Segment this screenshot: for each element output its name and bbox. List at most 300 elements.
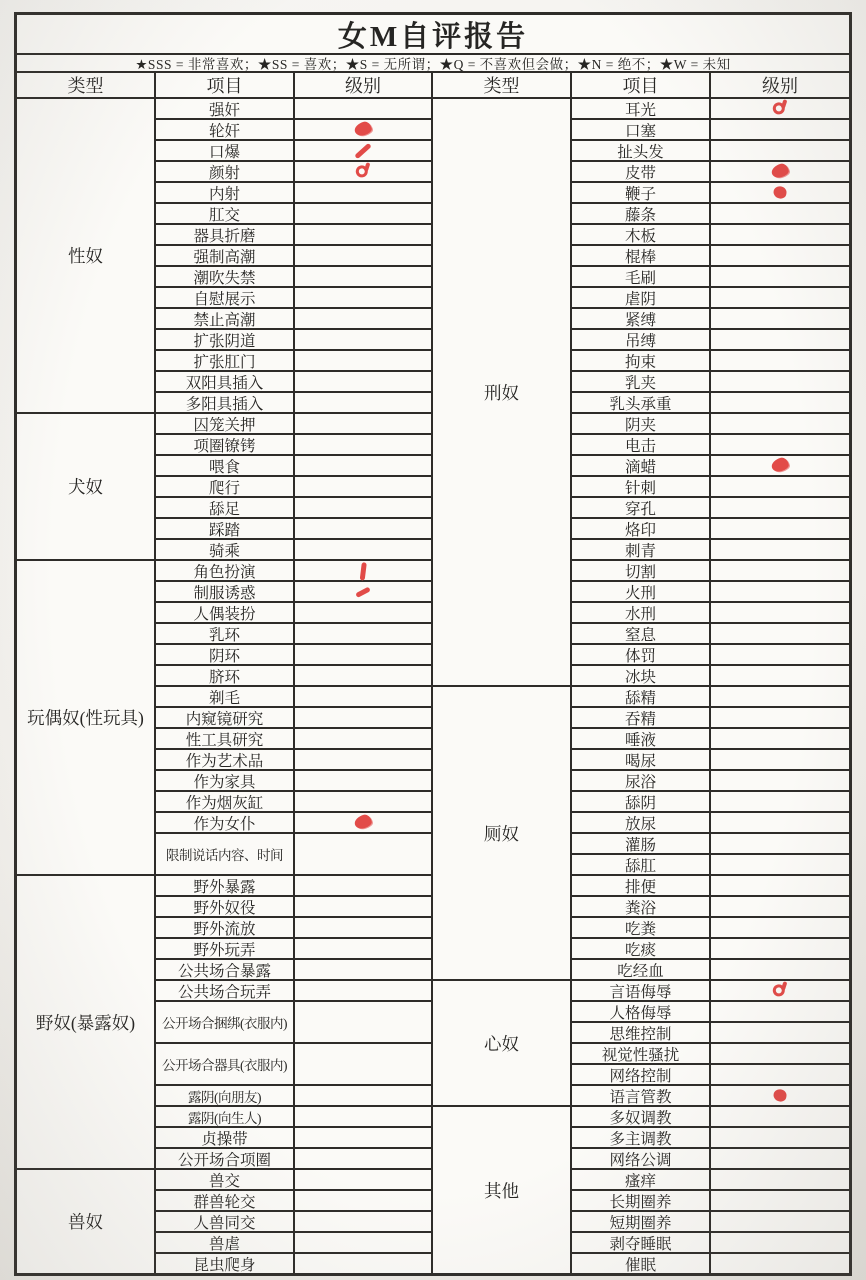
table-row [156, 435, 431, 456]
item-label: 贞操带 [156, 1128, 295, 1147]
table-row [572, 393, 849, 414]
item-label: 舔足 [156, 498, 295, 517]
table-row [156, 876, 431, 897]
table-row [156, 1128, 431, 1149]
column-header-level-right: 级别 [762, 76, 798, 96]
level-cell [711, 1086, 849, 1105]
item-label: 脐环 [156, 666, 295, 685]
item-label: 吞精 [572, 708, 711, 727]
table-row [156, 1191, 431, 1212]
item-label: 多主调教 [572, 1128, 711, 1147]
item-label: 作为家具 [156, 771, 295, 790]
item-label: 性工具研究 [156, 729, 295, 748]
table-row [156, 981, 431, 1002]
handwritten-red-mark [770, 456, 790, 473]
item-label: 强制高潮 [156, 246, 295, 265]
rating-legend: ★SSS = 非常喜欢；★SS = 喜欢；★S = 无所谓；★Q = 不喜欢但会做；★N = 绝不；★W = 未知 [17, 55, 849, 73]
item-label: 剃毛 [156, 687, 295, 706]
level-cell [711, 1254, 849, 1273]
item-label: 器具折磨 [156, 225, 295, 244]
page-title: 女M自评报告 [337, 20, 529, 53]
level-cell [295, 162, 431, 181]
level-cell [295, 729, 431, 748]
table-row [156, 750, 431, 771]
handwritten-red-mark [773, 1088, 788, 1102]
item-label: 扯头发 [572, 141, 711, 160]
table-row [572, 813, 849, 834]
level-cell [711, 309, 849, 328]
item-label: 公共场合玩弄 [156, 981, 295, 1000]
level-cell [295, 393, 431, 412]
table-row [572, 519, 849, 540]
form-sheet [14, 12, 852, 1276]
level-cell [711, 750, 849, 769]
level-cell [711, 267, 849, 286]
item-label: 虐阴 [572, 288, 711, 307]
table-row [156, 225, 431, 246]
item-label: 扩张肛门 [156, 351, 295, 370]
level-cell [711, 1170, 849, 1189]
table-row [156, 477, 431, 498]
item-label: 作为烟灰缸 [156, 792, 295, 811]
table-row [156, 1212, 431, 1233]
table-row [572, 687, 849, 708]
handwritten-red-mark [355, 586, 371, 597]
level-cell [711, 204, 849, 223]
item-label: 制服诱惑 [156, 582, 295, 601]
category-section [17, 561, 431, 876]
table-row [572, 1086, 849, 1105]
item-label: 木板 [572, 225, 711, 244]
level-cell [711, 1233, 849, 1252]
item-label: 喝尿 [572, 750, 711, 769]
item-label: 露阴(向朋友) [156, 1086, 295, 1105]
table-row [572, 1023, 849, 1044]
table-row [572, 1002, 849, 1023]
table-row [572, 330, 849, 351]
category-cell: 刑奴 [433, 99, 572, 685]
table-row [572, 540, 849, 561]
item-label: 公共场合暴露 [156, 960, 295, 979]
category-cell: 野奴(暴露奴) [17, 876, 156, 1168]
table-row [572, 750, 849, 771]
item-label: 催眠 [572, 1254, 711, 1273]
level-cell [295, 1044, 431, 1084]
table-row [156, 624, 431, 645]
item-label: 囚笼关押 [156, 414, 295, 433]
item-label: 公开场合捆绑(衣服内) [156, 1002, 295, 1042]
item-label: 自慰展示 [156, 288, 295, 307]
table-row [572, 582, 849, 603]
item-label: 排便 [572, 876, 711, 895]
table-row [572, 708, 849, 729]
item-label: 藤条 [572, 204, 711, 223]
item-label: 昆虫爬身 [156, 1254, 295, 1273]
table-row [156, 204, 431, 225]
item-label: 项圈镣铐 [156, 435, 295, 454]
table-row [156, 1044, 431, 1086]
category-cell: 犬奴 [17, 414, 156, 559]
level-cell [295, 141, 431, 160]
table-row [572, 309, 849, 330]
table-row [572, 204, 849, 225]
category-section [17, 99, 431, 414]
table-row [572, 981, 849, 1002]
table-row [156, 99, 431, 120]
table-row [572, 1254, 849, 1273]
item-label: 网络公调 [572, 1149, 711, 1168]
table-row [572, 372, 849, 393]
level-cell [295, 372, 431, 391]
item-label: 野外奴役 [156, 897, 295, 916]
item-label: 毛刷 [572, 267, 711, 286]
level-cell [295, 351, 431, 370]
level-cell [295, 918, 431, 937]
category-cell: 心奴 [433, 981, 572, 1105]
table-row [572, 246, 849, 267]
table-row [572, 624, 849, 645]
table-row [156, 918, 431, 939]
item-label: 多奴调教 [572, 1107, 711, 1126]
table-row [572, 771, 849, 792]
category-cell: 性奴 [17, 99, 156, 412]
table-row [572, 1065, 849, 1086]
table-row [572, 855, 849, 876]
table-row [156, 729, 431, 750]
level-cell [295, 204, 431, 223]
item-label: 棍棒 [572, 246, 711, 265]
item-label: 内射 [156, 183, 295, 202]
table-row [572, 288, 849, 309]
level-cell [711, 813, 849, 832]
level-cell [295, 897, 431, 916]
level-cell [295, 939, 431, 958]
level-cell [711, 351, 849, 370]
level-cell [295, 750, 431, 769]
level-cell [711, 477, 849, 496]
handwritten-red-mark [353, 813, 373, 830]
item-label: 露阴(向生人) [156, 1107, 295, 1126]
table-row [572, 141, 849, 162]
level-cell [295, 876, 431, 895]
item-label: 语言管教 [572, 1086, 711, 1105]
level-cell [711, 582, 849, 601]
table-row [572, 603, 849, 624]
table-row [572, 351, 849, 372]
level-cell [711, 288, 849, 307]
category-section [433, 99, 849, 687]
table-row [572, 435, 849, 456]
column-header-level-left: 级别 [295, 73, 433, 97]
table-row [572, 1233, 849, 1254]
item-label: 爬行 [156, 477, 295, 496]
level-cell [295, 477, 431, 496]
level-cell [295, 498, 431, 517]
item-rows [572, 99, 849, 685]
table-row [156, 1233, 431, 1254]
item-rows [156, 561, 431, 874]
column-header-item-right: 项目 [572, 73, 711, 97]
level-cell [711, 624, 849, 643]
table-row [156, 372, 431, 393]
table-row [156, 267, 431, 288]
table-row [572, 414, 849, 435]
level-cell [295, 1107, 431, 1126]
item-label: 长期圈养 [572, 1191, 711, 1210]
item-label: 乳夹 [572, 372, 711, 391]
item-label: 穿孔 [572, 498, 711, 517]
column-header-item-left: 项目 [156, 73, 295, 97]
item-label: 骑乘 [156, 540, 295, 559]
item-label: 乳头承重 [572, 393, 711, 412]
item-label: 舔精 [572, 687, 711, 706]
level-cell [295, 540, 431, 559]
item-label: 口塞 [572, 120, 711, 139]
handwritten-red-mark [353, 120, 373, 137]
item-label: 多阳具插入 [156, 393, 295, 412]
table-row [572, 1107, 849, 1128]
item-label: 吊缚 [572, 330, 711, 349]
table-row [572, 498, 849, 519]
item-label: 瘙痒 [572, 1170, 711, 1189]
table-row [572, 834, 849, 855]
item-label: 紧缚 [572, 309, 711, 328]
level-cell [295, 792, 431, 811]
handwritten-red-mark [360, 562, 367, 580]
item-label: 兽虐 [156, 1233, 295, 1252]
item-label: 鞭子 [572, 183, 711, 202]
item-label: 唾液 [572, 729, 711, 748]
level-cell [711, 1023, 849, 1042]
level-cell [295, 960, 431, 979]
title-row [17, 15, 849, 55]
level-cell [711, 855, 849, 874]
table-row [156, 771, 431, 792]
table-row [156, 813, 431, 834]
item-label: 踩踏 [156, 519, 295, 538]
table-row [156, 351, 431, 372]
table-row [156, 540, 431, 559]
item-label: 潮吹失禁 [156, 267, 295, 286]
level-cell [711, 666, 849, 685]
category-section [433, 1107, 849, 1273]
item-label: 剥夺睡眠 [572, 1233, 711, 1252]
item-label: 烙印 [572, 519, 711, 538]
level-cell [295, 624, 431, 643]
item-label: 乳环 [156, 624, 295, 643]
level-cell [711, 1212, 849, 1231]
handwritten-red-mark [354, 142, 371, 158]
level-cell [711, 981, 849, 1000]
level-cell [711, 540, 849, 559]
level-cell [295, 813, 431, 832]
table-row [572, 1212, 849, 1233]
level-cell [711, 393, 849, 412]
level-cell [711, 603, 849, 622]
item-label: 角色扮演 [156, 561, 295, 580]
level-cell [295, 519, 431, 538]
level-cell [295, 99, 431, 118]
level-cell [295, 708, 431, 727]
table-row [156, 162, 431, 183]
level-cell [295, 561, 431, 580]
item-label: 作为女仆 [156, 813, 295, 832]
item-label: 公开场合项圈 [156, 1149, 295, 1168]
item-label: 阴夹 [572, 414, 711, 433]
table-row [156, 288, 431, 309]
level-cell [295, 1191, 431, 1210]
level-cell [295, 414, 431, 433]
item-label: 窒息 [572, 624, 711, 643]
item-label: 吃经血 [572, 960, 711, 979]
table-row [572, 120, 849, 141]
table-row [156, 246, 431, 267]
table-row [572, 792, 849, 813]
item-rows [572, 687, 849, 979]
table-row [156, 1170, 431, 1191]
item-label: 舔阴 [572, 792, 711, 811]
level-cell [295, 687, 431, 706]
column-header-type-left: 类型 [17, 73, 156, 97]
level-cell [295, 1002, 431, 1042]
table-body [17, 99, 849, 1273]
table-row [572, 1128, 849, 1149]
item-label: 轮奸 [156, 120, 295, 139]
level-cell [295, 1086, 431, 1105]
table-row [572, 162, 849, 183]
level-cell [295, 267, 431, 286]
level-cell [295, 246, 431, 265]
table-row [156, 1002, 431, 1044]
level-cell [711, 330, 849, 349]
level-cell [711, 939, 849, 958]
level-cell [295, 666, 431, 685]
item-label: 扩张阴道 [156, 330, 295, 349]
table-row [156, 645, 431, 666]
table-row [156, 393, 431, 412]
table-row [572, 876, 849, 897]
level-cell [295, 1233, 431, 1252]
level-cell [711, 876, 849, 895]
level-cell [295, 330, 431, 349]
level-cell [711, 561, 849, 580]
item-rows [156, 1170, 431, 1273]
level-cell [711, 372, 849, 391]
table-row [156, 519, 431, 540]
table-row [572, 960, 849, 979]
level-cell [711, 519, 849, 538]
item-label: 人格侮辱 [572, 1002, 711, 1021]
item-label: 放尿 [572, 813, 711, 832]
level-cell [711, 456, 849, 475]
table-row [156, 834, 431, 874]
item-rows [156, 414, 431, 559]
level-cell [295, 120, 431, 139]
item-label: 野外流放 [156, 918, 295, 937]
item-label: 内窥镜研究 [156, 708, 295, 727]
handwritten-red-mark [772, 101, 786, 115]
category-cell: 兽奴 [17, 1170, 156, 1273]
level-cell [711, 414, 849, 433]
table-row [156, 708, 431, 729]
item-label: 兽交 [156, 1170, 295, 1189]
level-cell [711, 435, 849, 454]
item-label: 强奸 [156, 99, 295, 118]
level-cell [295, 981, 431, 1000]
table-row [156, 414, 431, 435]
column-header-type-right: 类型 [433, 73, 572, 97]
level-cell [711, 918, 849, 937]
item-label: 皮带 [572, 162, 711, 181]
table-row [156, 120, 431, 141]
level-cell [295, 435, 431, 454]
level-cell [711, 1191, 849, 1210]
table-row [572, 666, 849, 685]
table-row [156, 582, 431, 603]
level-cell [295, 456, 431, 475]
table-row [572, 561, 849, 582]
item-label: 限制说话内容、时间 [156, 834, 295, 874]
level-cell [295, 834, 431, 874]
item-label: 颜射 [156, 162, 295, 181]
table-row [156, 561, 431, 582]
table-right-half [433, 99, 849, 1273]
category-cell: 其他 [433, 1107, 572, 1273]
item-label: 吃粪 [572, 918, 711, 937]
table-row [572, 897, 849, 918]
table-row [572, 939, 849, 960]
handwritten-red-mark [772, 983, 786, 997]
item-label: 网络控制 [572, 1065, 711, 1084]
level-cell [295, 1170, 431, 1189]
level-cell [711, 687, 849, 706]
item-label: 公开场合器具(衣服内) [156, 1044, 295, 1084]
level-cell [711, 792, 849, 811]
table-row [156, 1254, 431, 1273]
table-row [156, 897, 431, 918]
item-label: 火刑 [572, 582, 711, 601]
table-row [156, 309, 431, 330]
item-label: 耳光 [572, 99, 711, 118]
item-label: 吃痰 [572, 939, 711, 958]
table-row [156, 666, 431, 687]
table-row [572, 1149, 849, 1170]
item-label: 水刑 [572, 603, 711, 622]
level-cell [711, 183, 849, 202]
category-section [433, 687, 849, 981]
level-cell [711, 729, 849, 748]
item-label: 思维控制 [572, 1023, 711, 1042]
level-cell [711, 645, 849, 664]
level-cell [711, 246, 849, 265]
table-row [572, 645, 849, 666]
level-cell [711, 1002, 849, 1021]
item-label: 禁止高潮 [156, 309, 295, 328]
item-label: 冰块 [572, 666, 711, 685]
category-cell: 玩偶奴(性玩具) [17, 561, 156, 874]
item-label: 体罚 [572, 645, 711, 664]
item-label: 拘束 [572, 351, 711, 370]
level-cell [711, 141, 849, 160]
item-label: 喂食 [156, 456, 295, 475]
level-cell [295, 1128, 431, 1147]
item-label: 双阳具插入 [156, 372, 295, 391]
item-label: 刺青 [572, 540, 711, 559]
table-row [156, 330, 431, 351]
table-row [156, 1149, 431, 1168]
item-label: 电击 [572, 435, 711, 454]
item-label: 切割 [572, 561, 711, 580]
